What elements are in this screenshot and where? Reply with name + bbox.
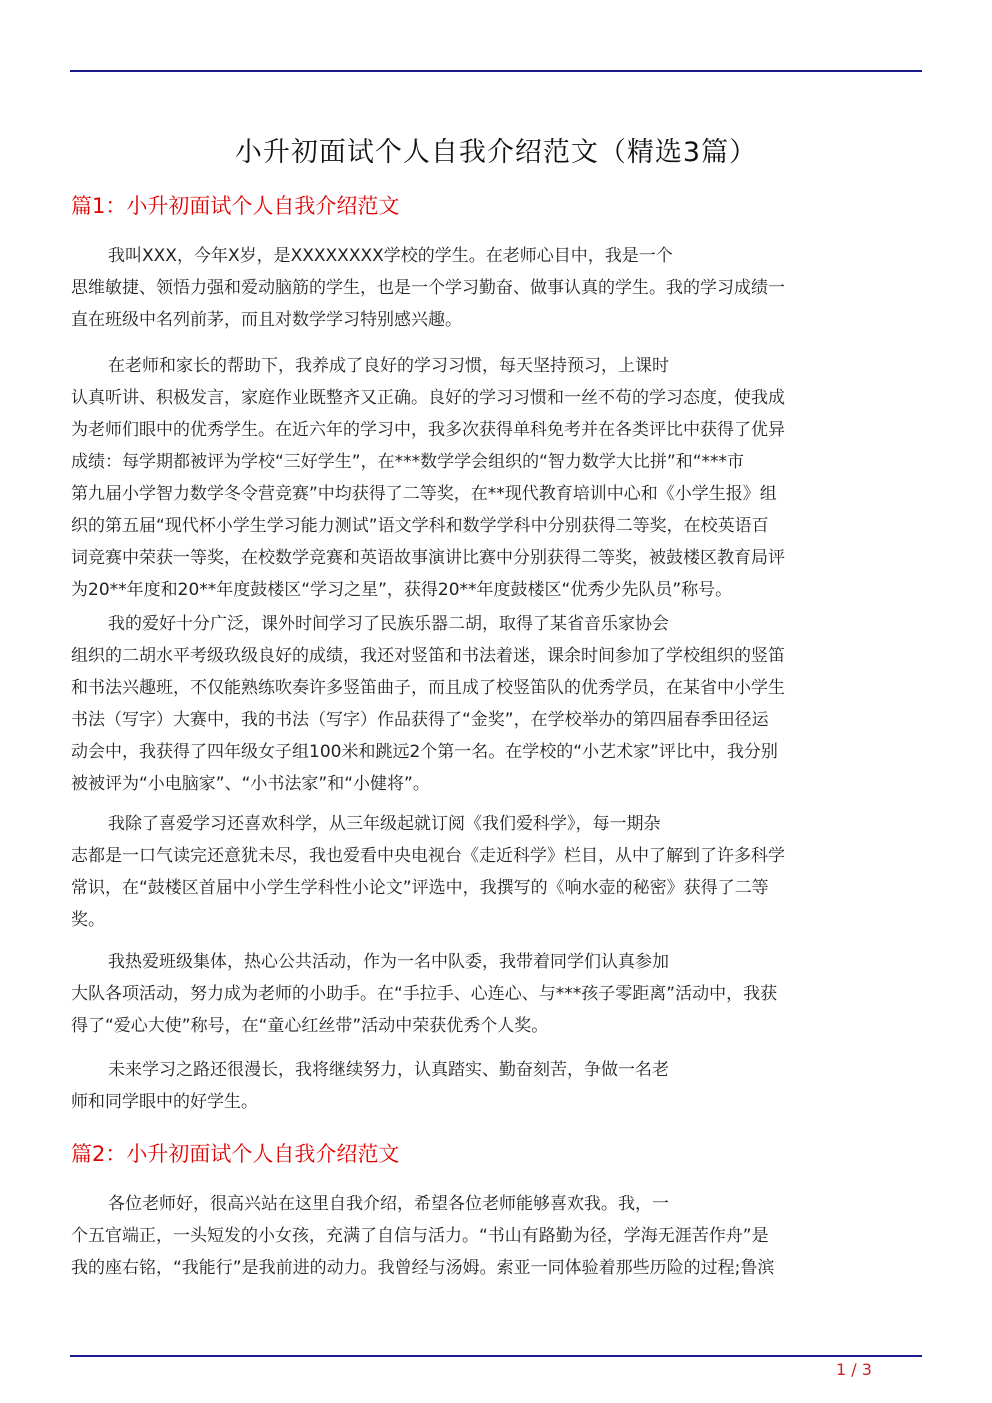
section-1-paragraph-5 bbox=[71, 946, 917, 1042]
text-line: 常识，在“鼓楼区首届中小学生学科性小论文”评选中，我撰写的《响水壶的秘密》获得了二等 bbox=[71, 878, 769, 898]
section-1-paragraph-1 bbox=[71, 240, 917, 336]
text-line: 为20**年度和20**年度鼓楼区“学习之星”，获得20**年度鼓楼区“优秀少先队员”称号。 bbox=[71, 580, 733, 600]
text-line: 动会中，我获得了四年级女子组100米和跳远2个第一名。在学校的“小艺术家”评比中，我分别 bbox=[71, 742, 778, 762]
section-2-paragraph-1 bbox=[71, 1188, 917, 1284]
section-1-paragraph-3 bbox=[71, 608, 917, 800]
section-1-heading: 篇1：小升初面试个人自我介绍范文 bbox=[71, 194, 400, 218]
text-line: 为老师们眼中的优秀学生。在近六年的学习中，我多次获得单科免考并在各类评比中获得了优异 bbox=[71, 420, 785, 440]
text-line: 奖。 bbox=[71, 910, 105, 930]
text-line: 认真听讲、积极发言，家庭作业既整齐又正确。良好的学习习惯和一丝不苟的学习态度，使我成 bbox=[71, 388, 785, 408]
text-line: 未来学习之路还很漫长，我将继续努力，认真踏实、勤奋刻苦，争做一名老 bbox=[108, 1060, 669, 1080]
text-line: 和书法兴趣班，不仅能熟练吹奏许多竖笛曲子，而且成了校竖笛队的优秀学员，在某省中小学生 bbox=[71, 678, 785, 698]
text-line: 织的第五届“现代杯小学生学习能力测试”语文学科和数学学科中分别获得二等奖，在校英语百 bbox=[71, 516, 769, 536]
text-line: 书法（写字）大赛中，我的书法（写字）作品获得了“金奖”，在学校举办的第四届春季田径运 bbox=[71, 710, 769, 730]
text-line: 组织的二胡水平考级玖级良好的成绩，我还对竖笛和书法着迷，课余时间参加了学校组织的竖笛 bbox=[71, 646, 785, 666]
text-line: 我热爱班级集体，热心公共活动，作为一名中队委，我带着同学们认真参加 bbox=[108, 952, 669, 972]
header-rule bbox=[70, 70, 922, 72]
text-line: 第九届小学智力数学冬令营竞赛”中均获得了二等奖，在**现代教育培训中心和《小学生报》组 bbox=[71, 484, 777, 504]
page-number: 1 / 3 bbox=[836, 1360, 872, 1379]
text-line: 我除了喜爱学习还喜欢科学，从三年级起就订阅《我们爱科学》，每一期杂 bbox=[108, 814, 661, 834]
text-line: 我的爱好十分广泛，课外时间学习了民族乐器二胡，取得了某省音乐家协会 bbox=[108, 614, 669, 634]
section-1-paragraph-4 bbox=[71, 808, 917, 936]
text-line: 师和同学眼中的好学生。 bbox=[71, 1092, 258, 1112]
text-line: 在老师和家长的帮助下，我养成了良好的学习习惯，每天坚持预习，上课时 bbox=[108, 356, 669, 376]
text-line: 我叫XXX，今年X岁，是XXXXXXXX学校的学生。在老师心目中，我是一个 bbox=[108, 246, 673, 266]
text-line: 个五官端正，一头短发的小女孩，充满了自信与活力。“书山有路勤为径，学海无涯苦作舟”是 bbox=[71, 1226, 769, 1246]
text-line: 志都是一口气读完还意犹未尽，我也爱看中央电视台《走近科学》栏目，从中了解到了许多科学 bbox=[71, 846, 785, 866]
text-line: 被被评为“小电脑家”、“小书法家”和“小健将”。 bbox=[71, 774, 430, 794]
section-2-heading: 篇2：小升初面试个人自我介绍范文 bbox=[71, 1142, 400, 1166]
section-1-paragraph-6 bbox=[71, 1054, 917, 1118]
text-line: 直在班级中名列前茅，而且对数学学习特别感兴趣。 bbox=[71, 310, 462, 330]
text-line: 我的座右铭，“我能行”是我前进的动力。我曾经与汤姆。索亚一同体验着那些历险的过程;鲁滨 bbox=[71, 1258, 775, 1278]
text-line: 词竞赛中荣获一等奖，在校数学竞赛和英语故事演讲比赛中分别获得二等奖，被鼓楼区教育局评 bbox=[71, 548, 785, 568]
text-line: 大队各项活动，努力成为老师的小助手。在“手拉手、心连心、与***孩子零距离”活动中，我获 bbox=[71, 984, 778, 1004]
text-line: 成绩：每学期都被评为学校“三好学生”，在***数学学会组织的“智力数学大比拼”和“***市 bbox=[71, 452, 745, 472]
document-title: 小升初面试个人自我介绍范文（精选3篇） bbox=[234, 137, 758, 168]
text-line: 得了“爱心大使”称号，在“童心红丝带”活动中荣获优秀个人奖。 bbox=[71, 1016, 549, 1036]
section-1-paragraph-2 bbox=[71, 350, 917, 606]
text-line: 思维敏捷、领悟力强和爱动脑筋的学生，也是一个学习勤奋、做事认真的学生。我的学习成绩一 bbox=[71, 278, 785, 298]
text-line: 各位老师好，很高兴站在这里自我介绍，希望各位老师能够喜欢我。我，一 bbox=[108, 1194, 669, 1214]
footer-rule bbox=[70, 1355, 922, 1357]
